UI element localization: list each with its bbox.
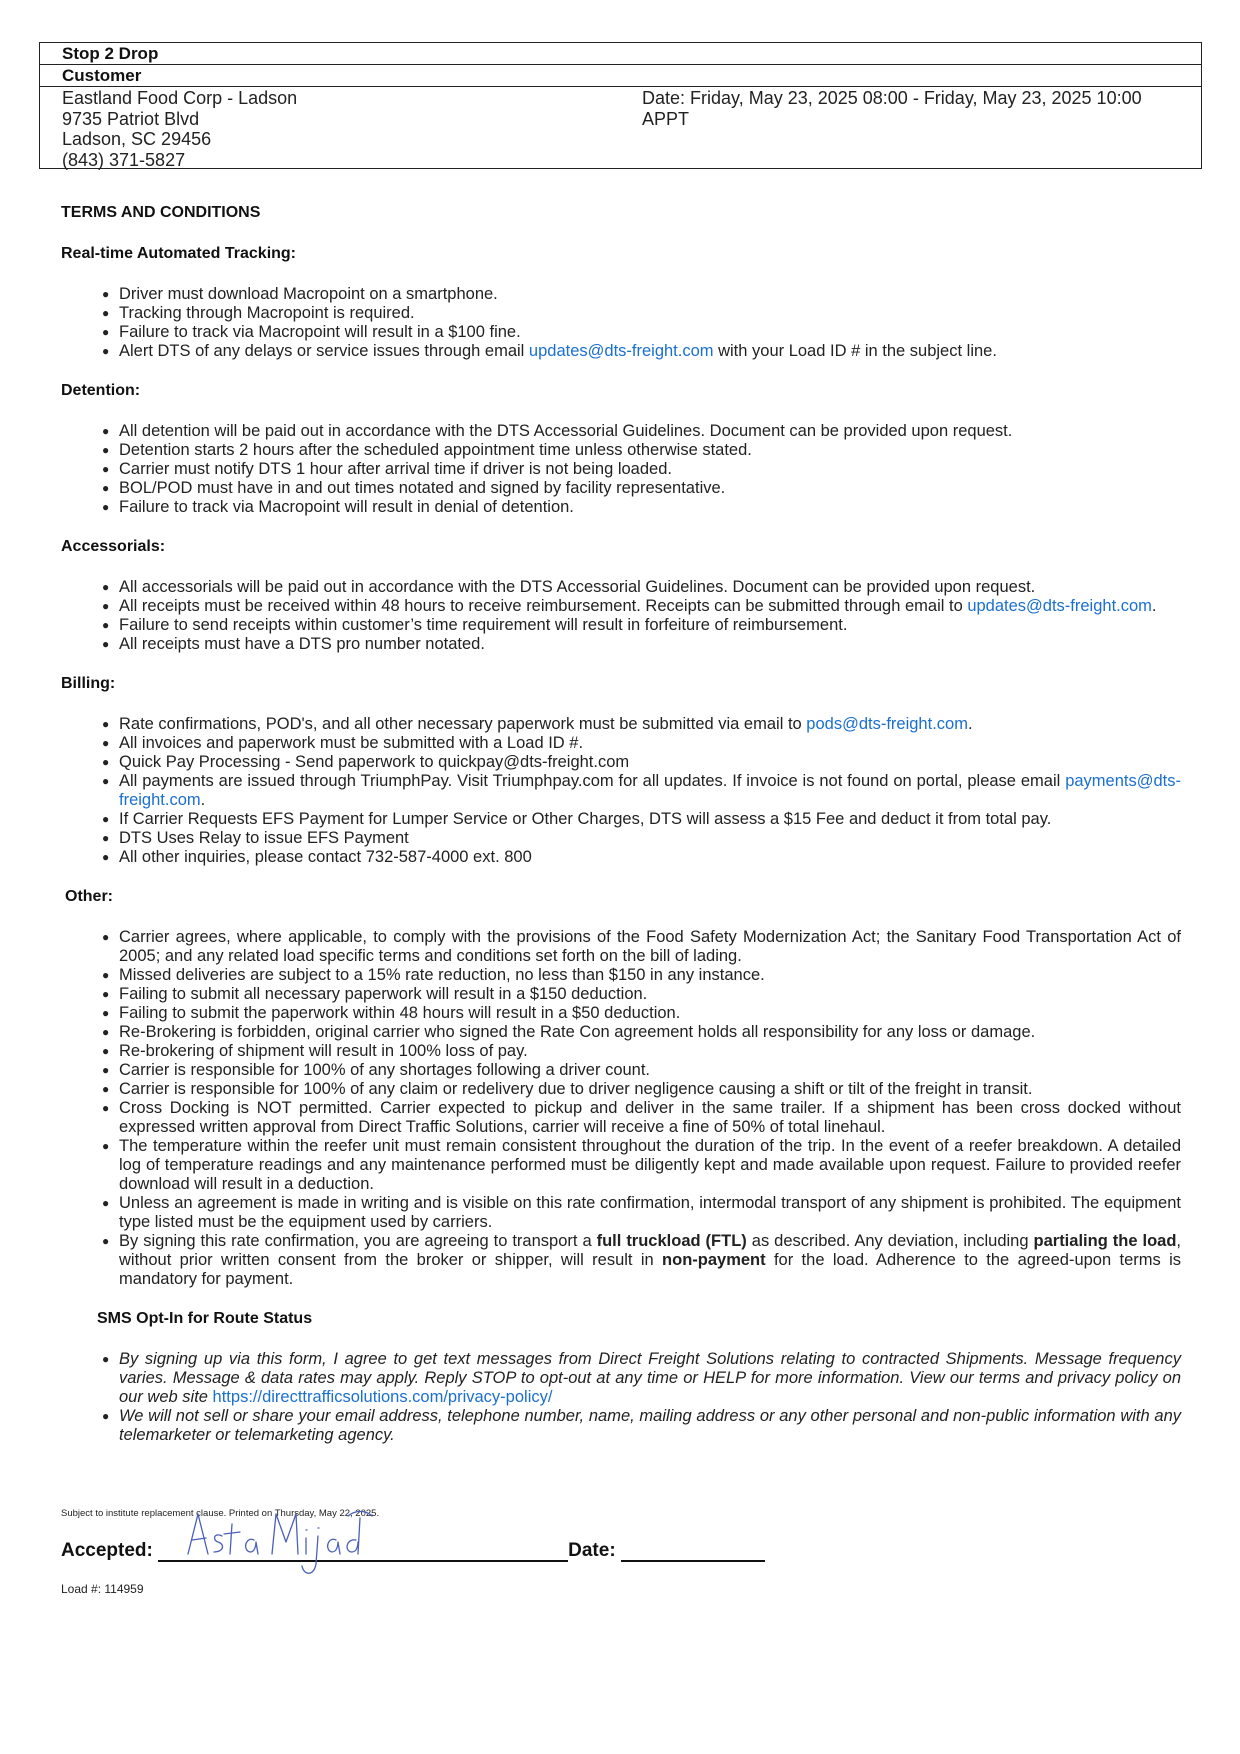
accepted-label: Accepted: <box>61 1540 153 1561</box>
appointment-type: APPT <box>642 108 690 129</box>
list-item: ● Quick Pay Processing - Send paperwork to quickpay@dts-freight.com <box>102 753 630 771</box>
list-item: ● All invoices and paperwork must be submitted with a Load ID #. <box>102 734 584 752</box>
list-item: ● All detention will be paid out in accordance with the DTS Accessorial Guidelines. Document can be provided upon request. <box>102 422 1013 440</box>
list-item: ● Rate confirmations, POD's, and all other necessary paperwork must be submitted via email to pods@dts-freight.com. <box>102 715 973 733</box>
appointment-date: Date: Friday, May 23, 2025 08:00 - Friday, May 23, 2025 10:00 <box>642 88 1142 108</box>
customer-name: Eastland Food Corp - Ladson <box>62 88 298 108</box>
sms-list <box>61 1350 1181 1445</box>
list-item: ● Missed deliveries are subject to a 15% rate reduction, no less than $150 in any instance. <box>102 966 765 984</box>
stop-box <box>39 42 1202 169</box>
load-number: Load #: 114959 <box>61 1582 144 1596</box>
tracking-heading: Real-time Automated Tracking: <box>61 245 297 262</box>
list-item: ● Carrier agrees, where applicable, to comply with the provisions of the Food Safety Modernization Act; the Sanitary Food Transportation Act of 2005; and any related load specific terms and conditions set forth on the bill of lading. <box>102 928 1181 965</box>
accessorials-list <box>61 578 1181 654</box>
list-item: ● All receipts must have a DTS pro number notated. <box>102 635 485 653</box>
billing-list <box>61 715 1181 867</box>
list-item: ● Re-brokering of shipment will result in 100% loss of pay. <box>102 1042 528 1060</box>
other-list <box>61 928 1181 1289</box>
list-item: ● By signing up via this form, I agree to get text messages from Direct Freight Solutions relating to contracted Shipments. Message frequency varies. Message & data rates may apply. Reply STOP to opt-out at any time or HELP for more information. View our terms and privacy policy on our web site https://directtrafficsolutions.com/privacy-policy/ <box>102 1350 1181 1406</box>
list-item: ● BOL/POD must have in and out times notated and signed by facility representative. <box>102 479 726 497</box>
list-item: ● All accessorials will be paid out in accordance with the DTS Accessorial Guidelines. Document can be provided upon request. <box>102 578 1036 596</box>
customer-address <box>62 88 297 170</box>
date-line[interactable] <box>621 1542 765 1562</box>
list-item: ● Unless an agreement is made in writing and is visible on this rate confirmation, intermodal transport of any shipment is prohibited. The equipment type listed must be the equipment used by carriers. <box>102 1194 1181 1231</box>
subject-note: Subject to institute replacement clause. Printed on Thursday, May 22, 2025. <box>61 1508 380 1519</box>
list-item: ● Failure to track via Macropoint will result in a $100 fine. <box>102 323 521 341</box>
customer-phone: (843) 371-5827 <box>62 149 186 170</box>
list-item: ● All other inquiries, please contact 732-587-4000 ext. 800 <box>102 848 532 866</box>
customer-city: Ladson, SC 29456 <box>62 129 212 149</box>
billing-heading: Billing: <box>61 675 116 692</box>
terms-title: TERMS AND CONDITIONS <box>61 204 261 221</box>
pods-email-link[interactable]: pods@dts-freight.com <box>806 715 968 733</box>
list-item: ● Failing to submit the paperwork within 48 hours will result in a $50 deduction. <box>102 1004 681 1022</box>
detention-list <box>61 422 1181 517</box>
payments-email-link[interactable]: payments@dts-freight.com <box>119 772 1181 809</box>
acceptance-line <box>61 1540 765 1562</box>
list-item: ● By signing this rate confirmation, you are agreeing to transport a full truckload (FTL) as described. Any deviation, including partialing the load, without prior written consent from the broker or shipper, will result in non-payment for the load. Adherence to the agreed-upon terms is mandatory for payment. <box>102 1232 1181 1288</box>
date-label: Date: <box>568 1540 616 1561</box>
updates-email-link[interactable]: updates@dts-freight.com <box>528 342 714 360</box>
list-item: ● Carrier is responsible for 100% of any shortages following a driver count. <box>102 1061 651 1079</box>
stop-title: Stop 2 Drop <box>40 43 1201 65</box>
privacy-policy-link[interactable]: https://directtrafficsolutions.com/privacy-policy/ <box>212 1388 553 1406</box>
handwritten-signature <box>180 1502 380 1582</box>
list-item: ● Detention starts 2 hours after the scheduled appointment time unless otherwise stated. <box>102 441 752 459</box>
stop-details <box>40 87 1201 168</box>
receipts-email-link[interactable]: updates@dts-freight.com <box>967 597 1152 615</box>
list-item: ● Driver must download Macropoint on a smartphone. <box>102 285 498 303</box>
list-item: ● We will not sell or share your email address, telephone number, name, mailing address or any other personal and non-public information with any telemarketer or telemarketing agency. <box>102 1407 1181 1444</box>
list-item: ● Failing to submit all necessary paperwork will result in a $150 deduction. <box>102 985 648 1003</box>
list-item: ● Carrier must notify DTS 1 hour after arrival time if driver is not being loaded. <box>102 460 672 478</box>
list-item: ● Cross Docking is NOT permitted. Carrier expected to pickup and deliver in the same trailer. If a shipment has been cross docked without expressed written approval from Direct Traffic Solutions, carrier will receive a fine of 50% of total linehaul. <box>102 1099 1181 1136</box>
list-item: ● All receipts must be received within 48 hours to receive reimbursement. Receipts can be submitted through email to updates@dts-freight.com. <box>102 597 1157 615</box>
customer-street: 9735 Patriot Blvd <box>62 108 200 129</box>
list-item: ● Tracking through Macropoint is required. <box>102 304 415 322</box>
list-item: ● Alert DTS of any delays or service issues through email updates@dts-freight.com with your Load ID # in the subject line. <box>102 342 997 360</box>
list-item: ● DTS Uses Relay to issue EFS Payment <box>102 829 409 847</box>
list-item: ● The temperature within the reefer unit must remain consistent throughout the duration of the trip. In the event of a reefer breakdown. A detailed log of temperature readings and any maintenance performed must be diligently kept and made available upon request. Failure to provided reefer download will result in a deduction. <box>102 1137 1181 1193</box>
other-heading: Other: <box>65 888 113 905</box>
appointment-info <box>642 88 1142 129</box>
accessorials-heading: Accessorials: <box>61 538 166 555</box>
sms-heading: SMS Opt-In for Route Status <box>97 1310 313 1327</box>
list-item: ● All payments are issued through TriumphPay. Visit Triumphpay.com for all updates. If invoice is not found on portal, please email payments@dts-freight.com. <box>102 772 1181 809</box>
list-item: ● Re-Brokering is forbidden, original carrier who signed the Rate Con agreement holds all responsibility for any loss or damage. <box>102 1023 1036 1041</box>
customer-label: Customer <box>40 65 1201 87</box>
tracking-list <box>61 285 1181 361</box>
detention-heading: Detention: <box>61 382 141 399</box>
list-item: ● Carrier is responsible for 100% of any claim or redelivery due to driver negligence causing a shift or tilt of the freight in transit. <box>102 1080 1033 1098</box>
terms-section <box>61 203 1181 1465</box>
list-item: ● Failure to track via Macropoint will result in denial of detention. <box>102 498 574 516</box>
list-item: ● If Carrier Requests EFS Payment for Lumper Service or Other Charges, DTS will assess a $15 Fee and deduct it from total pay. <box>102 810 1052 828</box>
list-item: ● Failure to send receipts within customer’s time requirement will result in forfeiture of reimbursement. <box>102 616 848 634</box>
